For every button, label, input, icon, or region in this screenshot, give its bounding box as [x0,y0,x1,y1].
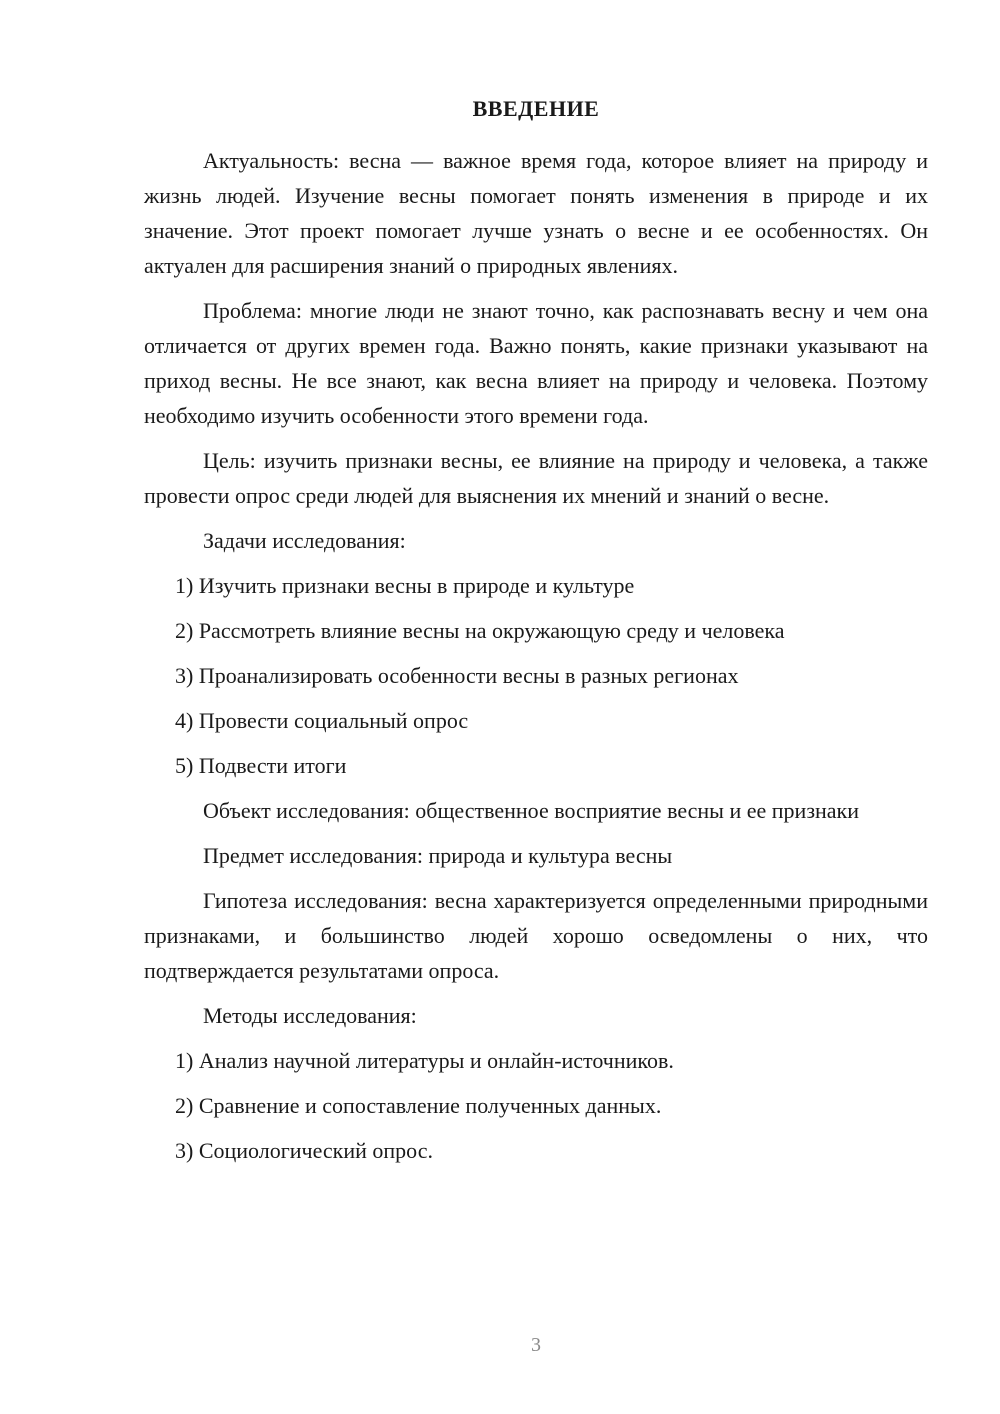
page-title: ВВЕДЕНИЕ [472,96,600,121]
task-item-3: 3) Проанализировать особенности весны в разных регионах [175,663,739,688]
object-paragraph: Объект исследования: общественное восприятие весны и ее признаки [203,798,860,823]
task-item-1: 1) Изучить признаки весны в природе и культуре [175,573,635,598]
relevance-paragraph: Актуальность: весна — важное время года, которое влияет на природу и жизнь людей. Изучение весны помогает понять изменения в природе и их значение. Этот проект помогает лучше узнать о весне и ее особенностях. Он актуален для расширения знаний о природных явлениях. [144,148,928,278]
task-item-5: 5) Подвести итоги [175,753,347,778]
hypothesis-paragraph: Гипотеза исследования: весна характеризуется определенными природными признаками, и большинство людей хорошо осведомлены о них, что подтверждается результатами опроса. [144,888,928,983]
methods-heading: Методы исследования: [203,1003,417,1028]
tasks-heading: Задачи исследования: [203,528,406,553]
task-item-2: 2) Рассмотреть влияние весны на окружающую среду и человека [175,618,785,643]
method-item-1: 1) Анализ научной литературы и онлайн-источников. [175,1048,674,1073]
goal-paragraph: Цель: изучить признаки весны, ее влияние на природу и человека, а также провести опрос среди людей для выяснения их мнений и знаний о весне. [144,448,928,508]
page-number: 3 [531,1334,541,1356]
method-item-3: 3) Социологический опрос. [175,1138,433,1163]
subject-paragraph: Предмет исследования: природа и культура весны [203,843,673,868]
task-item-4: 4) Провести социальный опрос [175,708,469,733]
document-body [144,143,928,1178]
methods-list [144,1043,928,1168]
problem-paragraph: Проблема: многие люди не знают точно, как распознавать весну и чем она отличается от других времен года. Важно понять, какие признаки указывают на приход весны. Не все знают, как весна влияет на природу и человека. Поэтому необходимо изучить особенности этого времени года. [144,298,928,428]
tasks-list [144,568,928,783]
method-item-2: 2) Сравнение и сопоставление полученных данных. [175,1093,662,1118]
